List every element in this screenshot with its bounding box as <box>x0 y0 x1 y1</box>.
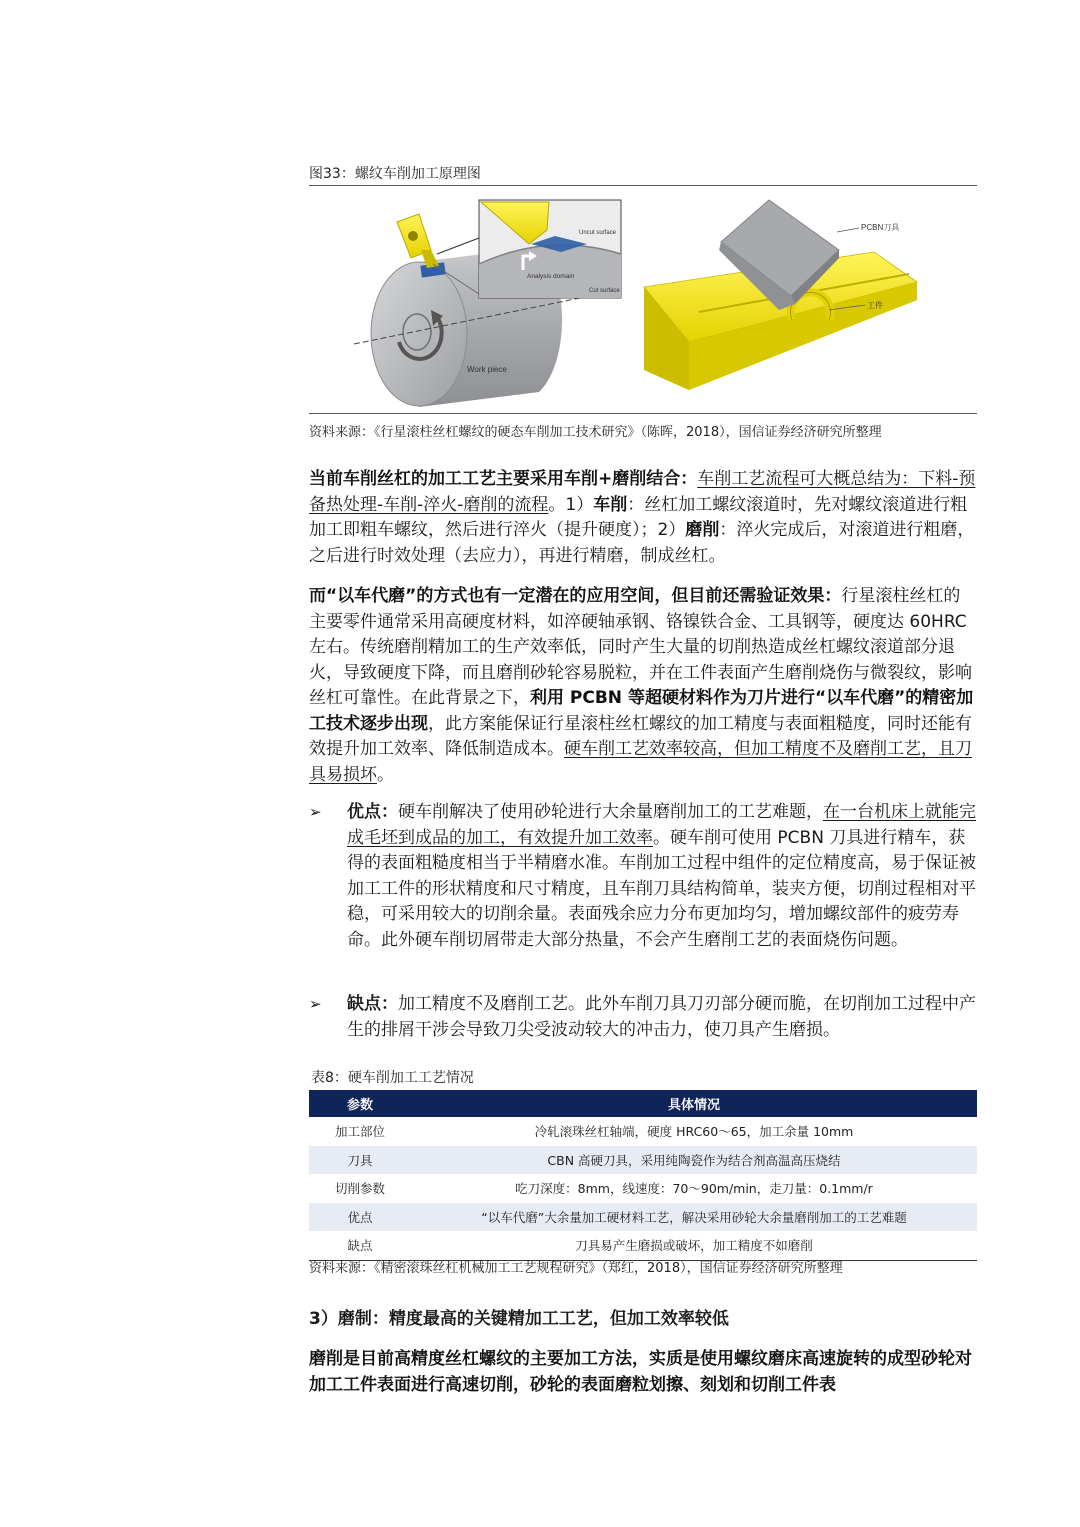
para2-bold-pcbn: 利用 PCBN 等超硬材料作为刀片进行“以车代磨”的精密加工技术逐步出现 <box>309 688 974 734</box>
table-row <box>309 1146 977 1175</box>
analysis-domain-label: Analysis domain <box>527 273 575 280</box>
table-cell: 刀具 <box>309 1146 411 1175</box>
advantages-text-1: 硬车削解决了使用砂轮进行大余量磨削加工的工艺难题， <box>398 802 823 822</box>
table-cell: “以车代磨”大余量加工硬材料工艺，解决采用砂轮大余量磨削加工的工艺难题 <box>411 1203 977 1232</box>
advantages-label: 优点： <box>347 802 398 822</box>
para1-text-3: ：淬火完成后，对滚道进行粗磨，之后进行时效处理（去应力），再进行精磨，制成丝杠。 <box>309 520 975 566</box>
table-cell: 切削参数 <box>334 1181 385 1197</box>
para1-bold-grinding: 磨削 <box>685 520 720 540</box>
table-cell: 冷轧滚珠丝杠轴端，硬度 HRC60～65，加工余量 10mm <box>534 1124 854 1140</box>
workpiece-cn-label: 工件 <box>867 301 883 310</box>
turning-tool-icon <box>397 214 439 268</box>
pcbn-tool-label: PCBN刀具 <box>861 223 900 232</box>
bullet-arrow-icon: ➢ <box>309 995 322 1013</box>
table-cell: 缺点 <box>309 1231 411 1260</box>
table-row <box>309 1203 977 1232</box>
table-row <box>309 1231 977 1260</box>
table-row <box>309 1174 977 1203</box>
disadvantages-text: 加工精度不及磨削工艺。此外车削刀具刀刃部分硬而脆，在切削加工过程中产生的排屑干涉会导致刀尖受波动较大的冲击力，使刀具产生磨损。 <box>347 994 976 1040</box>
advantages-underlined: 在一台机床上就能完成毛坯到成品的加工，有效提升加工效率 <box>347 802 976 848</box>
figure-caption: 图33：螺纹车削加工原理图 <box>309 166 481 182</box>
para1-bold: 当前车削丝杠的加工工艺主要采用车削+磨削结合： <box>309 469 698 489</box>
hard-turning-table <box>309 1090 977 1261</box>
para1-text-1: 。1） <box>548 494 594 515</box>
advantages-text-2: 。硬车削可使用 PCBN 刀具进行精车，获得的表面粗糙度相当于半精磨水准。车削加工过程中组件的定位精度高，易于保证被加工工件的形状精度和尺寸精度，且车削刀具结构简单，装夹方便，切削过程相对平稳，可采用较大的切削余量。表面残余应力分布更加均匀，增加螺纹部件的疲劳寿命。此外硬车削切屑带走大部分热量，不会产生磨削工艺的表面烧伤问题。 <box>347 827 976 950</box>
para1-text-2: ：丝杠加工螺纹滚道时，先对螺纹滚道进行粗加工即粗车螺纹，然后进行淬火（提升硬度）；2） <box>309 494 968 540</box>
paragraph-turning-process <box>309 467 977 569</box>
table-cell: CBN 高硬刀具，采用纯陶瓷作为结合剂高温高压烧结 <box>411 1146 977 1175</box>
analysis-inset <box>479 200 621 298</box>
figure-bottom-rule <box>309 413 977 414</box>
table-header-param: 参数 <box>309 1090 411 1117</box>
section-heading-grinding: 3）磨制：精度最高的关键精加工工艺，但加工效率较低 <box>309 1309 729 1329</box>
figure-top-rule <box>309 185 977 186</box>
cut-surface-label: Cut surface <box>589 288 620 294</box>
table-cell: 刀具易产生磨损或破坏，加工精度不如磨削 <box>411 1231 977 1260</box>
table-cell: 吃刀深度：8mm，线速度：70～90m/min，走刀量：0.1mm/r <box>515 1181 873 1197</box>
table-header-row <box>309 1090 977 1117</box>
table-caption: 表8：硬车削加工工艺情况 <box>311 1070 474 1086</box>
paragraph-turning-instead-of-grinding <box>309 584 977 788</box>
table-source: 资料来源：《精密滚珠丝杠机械加工工艺规程研究》（郑红，2018），国信证券经济研究所整理 <box>309 1261 843 1276</box>
para2-text-2: ，此方案能保证行星滚柱丝杠螺纹的加工精度与表面粗糙度，同时还能有效提升加工效率、降低制造成本。 <box>309 713 972 759</box>
figure-source: 资料来源：《行星滚柱丝杠螺纹的硬态车削加工技术研究》（陈晖，2018），国信证券经济研究所整理 <box>309 425 882 440</box>
para1-bold-turning: 车削 <box>593 494 628 515</box>
para2-text-1: 行星滚柱丝杠的主要零件通常采用高硬度材料，如淬硬轴承钢、铬镍铁合金、工具钢等，硬度达 60HRC 左右。传统磨削精加工的生产效率低，同时产生大量的切削热造成丝杠螺纹滚道部分退火，导致硬度下降，而且磨削砂轮容易脱粒，并在工件表面产生磨削烧伤与微裂纹，影响丝杠可靠性。在此背景之下， <box>309 586 972 708</box>
para2-underlined: 硬车削工艺效率较高，但加工精度不及磨削工艺，且刀具易损坏 <box>309 739 972 785</box>
table-header-detail: 具体情况 <box>411 1090 977 1117</box>
para2-bold-lead: 而“以车代磨”的方式也有一定潜在的应用空间，但目前还需验证效果： <box>309 586 842 606</box>
bullet-advantages-text <box>347 800 977 953</box>
disadvantages-label: 缺点： <box>347 994 398 1014</box>
thread-turning-figure <box>309 192 977 410</box>
bullet-arrow-icon: ➢ <box>309 803 322 821</box>
table-cell: 加工部位 <box>334 1124 385 1140</box>
para2-text-3: 。 <box>377 764 394 785</box>
table-cell: 优点 <box>309 1203 411 1232</box>
uncut-surface-label: Uncut surface <box>579 230 617 236</box>
grinding-para-bold: 磨削是目前高精度丝杠螺纹的主要加工方法，实质是使用螺纹磨床高速旋转的成型砂轮对加工工件表面进行高速切削，砂轮的表面磨粒划擦、刻划和切削工件表 <box>309 1349 972 1395</box>
work-piece-label: Work piece <box>467 365 507 374</box>
para1-underlined: 车削工艺流程可大概总结为：下料-预备热处理-车削-淬火-磨削的流程 <box>309 469 976 515</box>
bullet-disadvantages-text <box>347 992 977 1043</box>
paragraph-grinding <box>309 1347 977 1398</box>
table-row <box>309 1117 977 1146</box>
